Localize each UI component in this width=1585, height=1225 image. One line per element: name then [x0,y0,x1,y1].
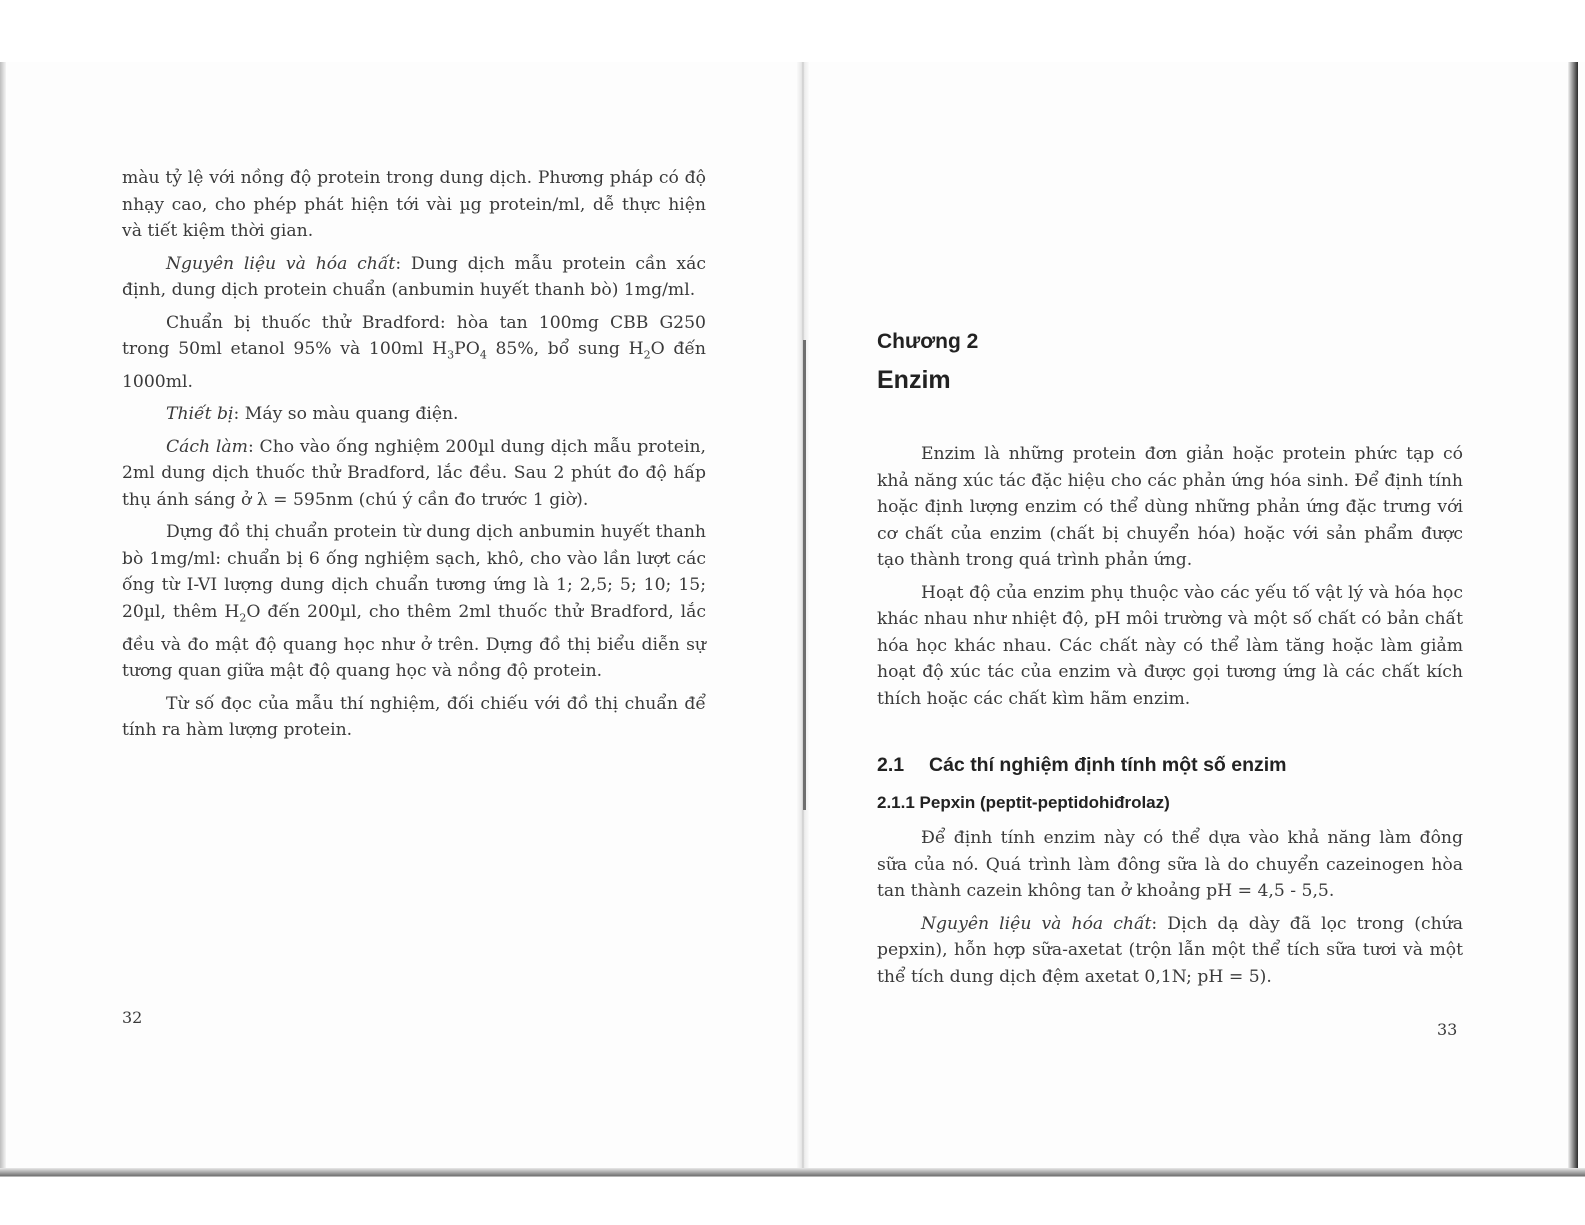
section-heading [877,754,1463,777]
page-number-right: 33 [1437,1020,1458,1039]
paragraph: Nguyên liệu và hóa chất: Dịch dạ dày đã lọc trong (chứa pepxin), hỗn hợp sữa-axetat (trộn lẫn một thể tích sữa tươi và một thể tích dung dịch đệm axetat 0,1N; pH = 5). [877,913,1463,987]
page-number-left: 32 [122,1008,143,1027]
bottom-shadow [0,1168,1585,1182]
paragraph: Enzim là những protein đơn giản hoặc protein phức tạp có khả năng xúc tác đặc hiệu cho các phản ứng hóa sinh. Để định tính hoặc định lượng enzim có thể dùng những phản ứng đặc trưng với cơ chất của enzim (chất bị chuyển hóa) hoặc với sản phẩm được tạo thành trong quá trình phản ứng. [877,444,1463,570]
left-page [122,165,706,750]
subsection-heading: 2.1.1 Pepxin (peptit-peptidohiđrolaz) [877,793,1170,812]
paragraph: Để định tính enzim này có thể dựa vào khả năng làm đông sữa của nó. Quá trình làm đông sữa là do chuyển cazeinogen hòa tan thành cazein không tan ở khoảng pH = 4,5 - 5,5. [877,828,1463,901]
paragraph: Từ số đọc của mẫu thí nghiệm, đối chiếu với đồ thị chuẩn để tính ra hàm lượng protein. [122,693,706,741]
section-title: Các thí nghiệm định tính một số enzim [929,754,1287,776]
chapter-label: Chương 2 [877,330,979,353]
gutter-fold-line [803,340,806,810]
paragraph: Chuẩn bị thuốc thử Bradford: hòa tan 100mg CBB G250 trong 50ml etanol 95% và 100ml $H_3PO_4$ 85%, bổ sung $H_2O$ đến 1000ml. [122,312,706,392]
paragraph: Nguyên liệu và hóa chất: Dung dịch mẫu protein cần xác định, dung dịch protein chuẩn (anbumin huyết thanh bò) 1mg/ml. [122,253,706,300]
right-page-edge [1568,62,1578,1172]
paragraph: màu tỷ lệ với nồng độ protein trong dung dịch. Phương pháp có độ nhạy cao, cho phép phát hiện tới vài µg protein/ml, dễ thực hiện và tiết kiệm thời gian. [122,168,706,241]
paragraph: Cách làm: Cho vào ống nghiệm 200µl dung dịch mẫu protein, 2ml dung dịch thuốc thử Bradford, lắc đều. Sau 2 phút đo độ hấp thụ ánh sáng ở λ = 595nm (chú ý cần đo trước 1 giờ). [122,436,706,510]
paragraph: Hoạt độ của enzim phụ thuộc vào các yếu tố vật lý và hóa học khác nhau như nhiệt độ, pH môi trường và một số chất có bản chất hóa học khác nhau. Các chất này có thể làm tăng hoặc làm giảm hoạt độ xúc tác của enzim và được gọi tương ứng là các chất kích thích hoặc các chất kìm hãm enzim. [877,582,1463,709]
chapter-title: Enzim [877,366,951,394]
paragraph: Dựng đồ thị chuẩn protein từ dung dịch anbumin huyết thanh bò 1mg/ml: chuẩn bị 6 ống nghiệm sạch, khô, cho vào lần lượt các ống từ I-VI lượng dung dịch chuẩn tương ứng là 1; 2,5; 5; 10; 15; 20µl, thêm $H_2O$ đến 200µl, cho thêm 2ml thuốc thử Bradford, lắc đều và đo mật độ quang học như ở trên. Dựng đồ thị biểu diễn sự tương quan giữa mật độ quang học và nồng độ protein. [122,522,706,682]
paragraph: Thiết bị: Máy so màu quang điện. [166,404,459,425]
right-page [877,330,1463,996]
section-number: 2.1 [877,754,905,776]
left-page-edge [0,62,6,1172]
